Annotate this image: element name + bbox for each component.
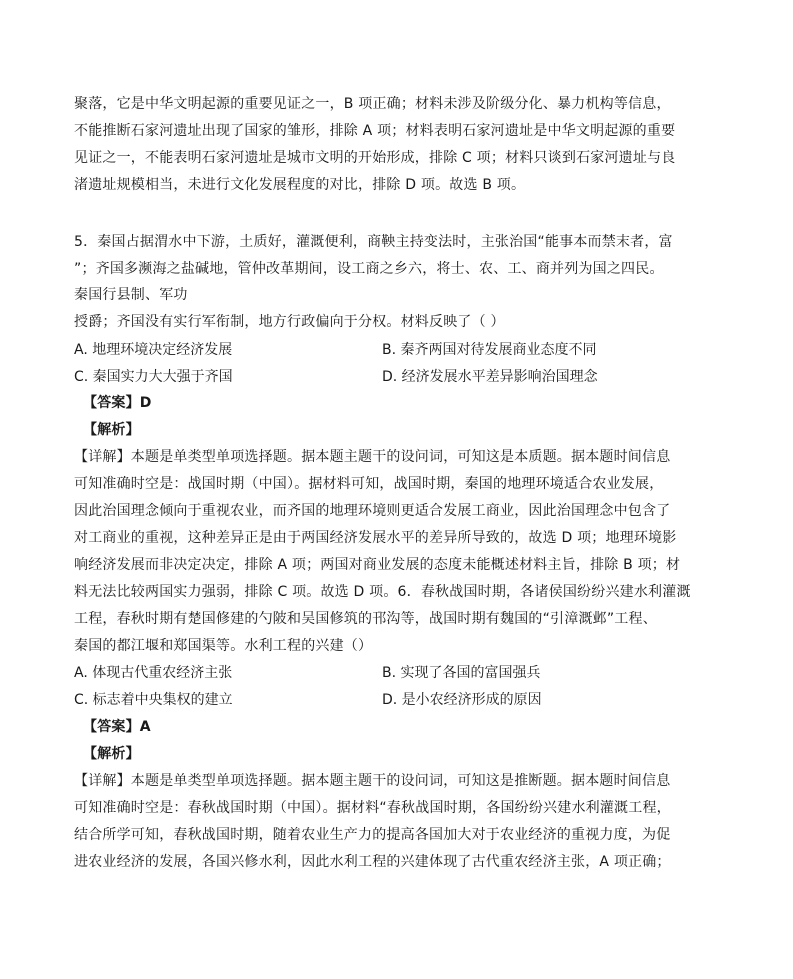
q6-explanation: 可知准确时空是：春秋战国时期（中国）。据材料“春秋战国时期，各国纷纷兴建水利灌溉工程， [74,800,671,816]
question-5-stem: ”；齐国多濒海之盐碱地，管仲改革期间，设工商之乡六，将士、农、工、商并列为国之四民。 [74,261,664,277]
q5-explanation: 可知准确时空是：战国时期（中国）。据材料可知，战国时期，秦国的地理环境适合农业发展， [74,476,664,492]
question-6-stem: 秦国的都江堰和郑国渠等。水利工程的兴建（） [74,638,373,654]
text-line: 聚落，它是中华文明起源的重要见证之一，B 项正确；材料未涉及阶级分化、暴力机构等信息， [74,96,671,112]
question-5-stem: 授爵；齐国没有实行军衔制，地方行政偏向于分权。材料反映了（ ） [74,314,505,330]
question-5-stem: 秦国行县制、军功 [74,287,188,303]
q6-analysis-heading: 【解析】 [83,746,140,762]
q5-explanation: 【详解】本题是单类型单项选择题。据本题主题干的设问词，可知这是本质题。据本题时间信息 [74,449,671,465]
question-5-stem: 5．秦国占据渭水中下游，土质好，灌溉便利，商鞅主持变法时，主张治国“能事本而禁末者，富 [74,234,673,250]
q6-explanation: 【详解】本题是单类型单项选择题。据本题主题干的设问词，可知这是推断题。据本题时间信息 [74,773,671,789]
q5-answer: 【答案】D [83,395,152,411]
q5-explanation: 对工商业的重视，这种差异正是由于两国经济发展水平的差异所导致的，故选 D 项；地理环境影 [74,530,677,546]
q5-option-c: C. 秦国实力大大强于齐国 [74,369,233,385]
q5-explanation: 响经济发展而非决定决定，排除 A 项；两国对商业发展的态度未能概述材料主旨，排除 B 项；材 [74,557,681,573]
text-line: 不能推断石家河遗址出现了国家的雏形，排除 A 项；材料表明石家河遗址是中华文明起源的重要 [74,123,676,139]
q5-option-d: D. 经济发展水平差异影响治国理念 [382,369,598,385]
text-line: 渚遗址规模相当，未进行文化发展程度的对比，排除 D 项。故选 B 项。 [74,177,526,193]
q6-option-d: D. 是小农经济形成的原因 [382,692,542,708]
q6-explanation: 进农业经济的发展，各国兴修水利，因此水利工程的兴建体现了古代重农经济主张，A 项正确； [74,854,671,870]
q6-option-a: A. 体现古代重农经济主张 [74,665,233,681]
q5-explanation: 料无法比较两国实力强弱，排除 C 项。故选 D 项。6．春秋战国时期，各诸侯国纷纷兴建水利灌溉 [74,584,691,600]
question-6-stem: 工程，春秋时期有楚国修建的勺陂和吴国修筑的邗沟等，战国时期有魏国的“引漳溉邺”工程、 [74,611,657,627]
q6-answer: 【答案】A [83,719,151,735]
q5-analysis-heading: 【解析】 [83,422,140,438]
q6-option-b: B. 实现了各国的富国强兵 [382,665,541,681]
q6-explanation: 结合所学可知，春秋战国时期，随着农业生产力的提高各国加大对于农业经济的重视力度，为促 [74,827,671,843]
q5-option-a: A. 地理环境决定经济发展 [74,342,233,358]
text-line: 见证之一，不能表明石家河遗址是城市文明的开始形成，排除 C 项；材料只谈到石家河遗址与良 [74,150,676,166]
q6-option-c: C. 标志着中央集权的建立 [74,692,233,708]
q5-option-b: B. 秦齐两国对待发展商业态度不同 [382,342,597,358]
q5-explanation: 因此治国理念倾向于重视农业，而齐国的地理环境则更适合发展工商业，因此治国理念中包含了 [74,503,671,519]
